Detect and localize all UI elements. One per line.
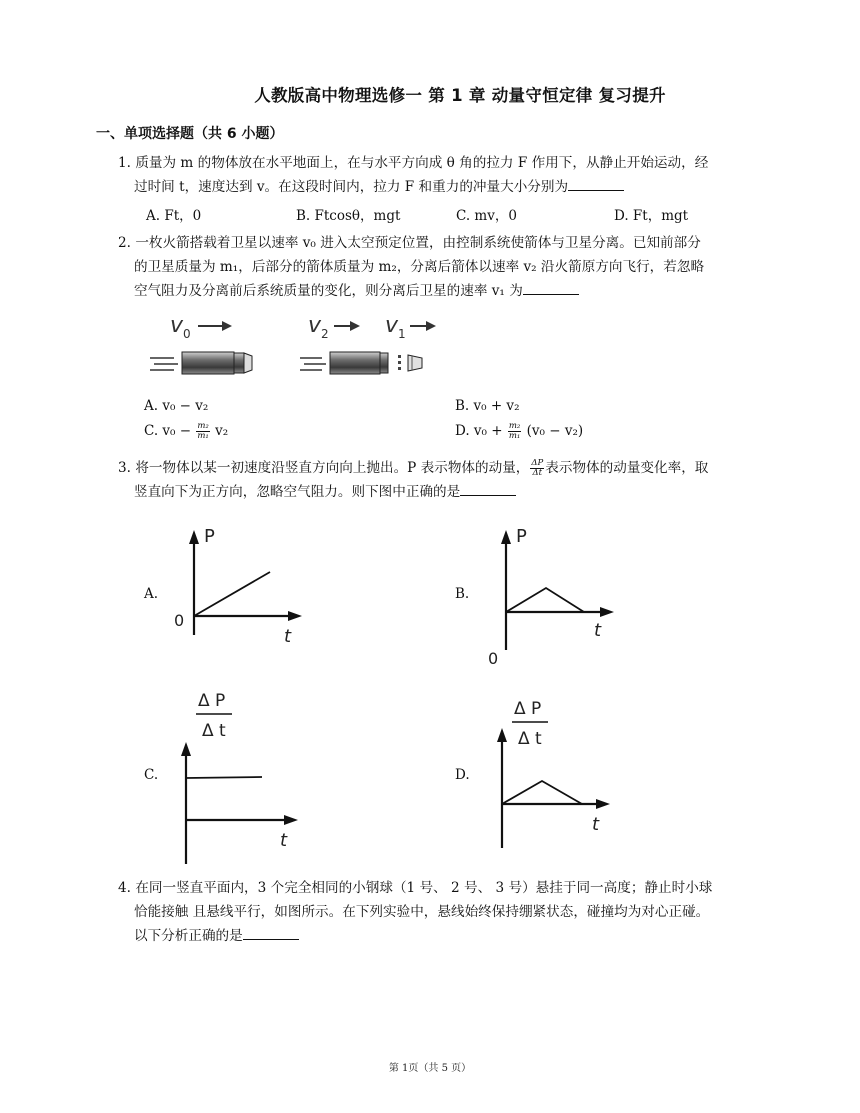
exhaust-icon <box>300 358 326 370</box>
svg-text:Δ P: Δ P <box>198 691 226 711</box>
section-heading: 一、单项选择题（共 6 小题） <box>96 126 284 142</box>
graph-a <box>168 520 308 660</box>
q2-option-a[interactable]: A. v₀ − v₂ <box>144 398 209 414</box>
rocket-icon <box>182 352 252 374</box>
svg-text:P: P <box>204 526 215 547</box>
svg-text:0: 0 <box>183 327 191 341</box>
fraction: $\frac{\text{m₂}}{\text{m₁}}$ <box>508 421 521 441</box>
graph-d <box>480 690 620 855</box>
graph-d-label[interactable]: D. <box>455 767 470 783</box>
graph-a-label[interactable]: A. <box>144 586 159 602</box>
question-1 <box>118 151 768 199</box>
graph-b <box>480 520 620 670</box>
question-number: 3. <box>118 460 131 476</box>
graph-b-label[interactable]: B. <box>455 586 470 602</box>
question-1-line2: 过时间 t，速度达到 v。在这段时间内，拉力 F 和重力的冲量大小分别为 <box>118 175 768 199</box>
svg-text:t: t <box>594 620 602 641</box>
svg-text:v: v <box>385 313 399 338</box>
svg-text:P: P <box>516 526 527 547</box>
answer-blank[interactable] <box>568 176 624 191</box>
graph-c-label[interactable]: C. <box>144 767 159 783</box>
svg-text:v: v <box>170 313 184 338</box>
question-number: 4. <box>118 880 131 896</box>
question-3: 3. 将一物体以某一初速度沿竖直方向向上抛出。P 表示物体的动量， $\frac{\Delta P}{\Delta t}$ 表示物体的动量变化率，取 竖直向下为正方向，忽略空气阻力。则下图中正确的是 <box>118 458 709 500</box>
velocity-label-v2 <box>308 313 329 341</box>
svg-text:t: t <box>280 830 288 851</box>
rocket-body-icon <box>330 352 388 374</box>
q2-option-b[interactable]: B. v₀ + v₂ <box>455 398 520 414</box>
question-2: 2. 一枚火箭搭载着卫星以速率 v₀ 进入太空预定位置，由控制系统使箭体与卫星分离。已知前部分 的卫星质量为 m₁，后部分的箭体质量为 m₂，分离后箭体以速率 v₂ 沿火箭原方向飞行，若忽略 空气阻力及分离前后系统质量的变化，则分离后卫星的速率 v₁ 为 <box>118 235 705 299</box>
answer-blank[interactable] <box>523 280 579 295</box>
svg-text:1: 1 <box>398 327 406 341</box>
question-number: 2. <box>118 235 131 251</box>
svg-text:Δ t: Δ t <box>202 721 226 741</box>
svg-text:t: t <box>592 814 600 835</box>
q1-option-b[interactable]: B. Ftcosθ，mgt <box>296 208 401 224</box>
svg-text:t: t <box>284 626 292 647</box>
answer-blank[interactable] <box>243 925 299 940</box>
page-title: 人教版高中物理选修一 第 1 章 动量守恒定律 复习提升 <box>254 86 666 105</box>
svg-text:0: 0 <box>174 611 185 630</box>
q2-option-d[interactable]: D. v₀ + $\frac{\text{m₂}}{\text{m₁}}$ (v₀ − v₂) <box>455 421 584 441</box>
question-4: 4. 在同一竖直平面内，3 个完全相同的小钢球（1 号、 2 号、 3 号）悬挂于同一高度；静止时小球 恰能接触 且悬线平行，如图所示。在下列实验中，悬线始终保持绷紧状态，碰撞均为对心正碰。 以下分析正确的是 <box>118 880 713 944</box>
page-footer: 第 1页（共 5 页） <box>388 1063 472 1074</box>
velocity-label-v0 <box>170 313 191 341</box>
answer-blank[interactable] <box>460 481 516 496</box>
graph-c <box>168 682 308 867</box>
exhaust-icon <box>150 358 178 370</box>
svg-text:Δ P: Δ P <box>514 699 542 719</box>
velocity-label-v1 <box>385 313 406 341</box>
separation-dots-icon <box>398 355 401 370</box>
q1-option-c[interactable]: C. mv，0 <box>456 208 517 224</box>
question-1-line1: 1. 质量为 m 的物体放在水平地面上，在与水平方向成 θ 角的拉力 F 作用下，从静止开始运动，经 <box>118 155 709 171</box>
q1-option-a[interactable]: A. Ft，0 <box>146 208 202 224</box>
svg-text:Δ t: Δ t <box>518 729 542 749</box>
fraction: $\frac{\Delta P}{\Delta t}$ <box>531 458 544 478</box>
svg-text:0: 0 <box>488 649 499 668</box>
rocket-figure <box>140 310 450 390</box>
svg-text:v: v <box>308 313 322 338</box>
q1-option-d[interactable]: D. Ft，mgt <box>614 208 689 224</box>
q2-option-c[interactable]: C. v₀ − $\frac{\text{m₂}}{\text{m₁}}$ v₂ <box>144 421 229 441</box>
satellite-icon <box>408 355 422 371</box>
svg-text:2: 2 <box>321 327 329 341</box>
fraction: $\frac{\text{m₂}}{\text{m₁}}$ <box>197 421 209 441</box>
question-number: 1. <box>118 155 131 171</box>
